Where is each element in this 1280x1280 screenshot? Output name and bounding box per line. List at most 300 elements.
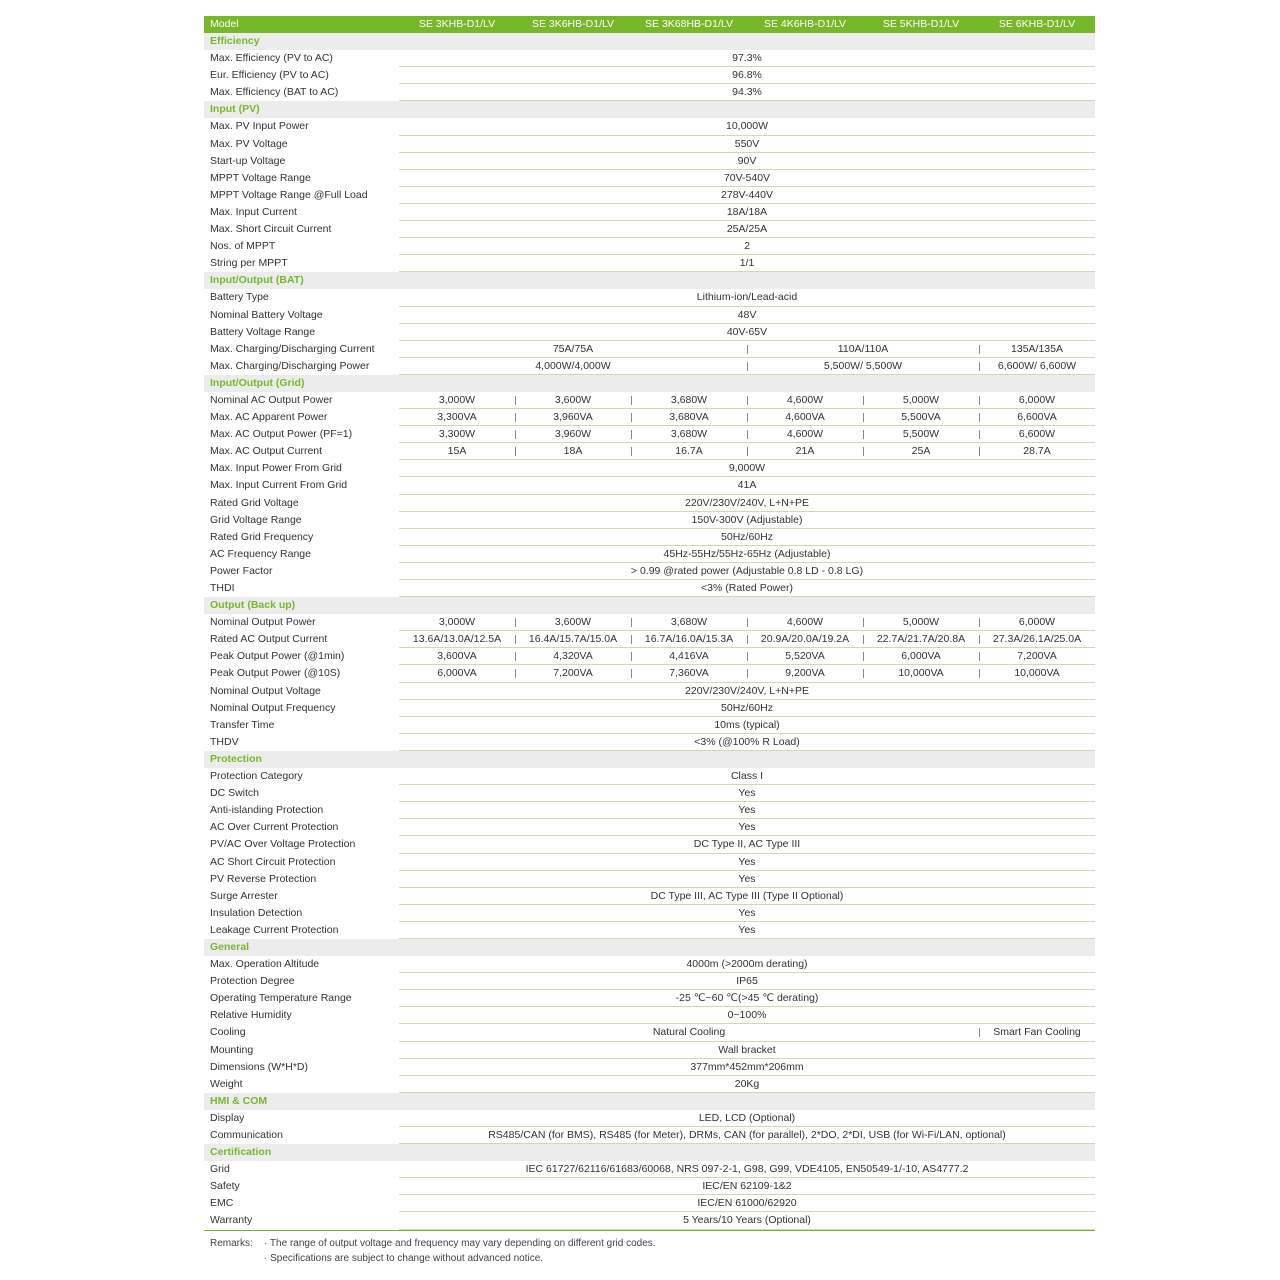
spec-value: DC Type II, AC Type III [693,838,801,851]
spec-label: Transfer Time [210,718,275,731]
spec-label: THDV [210,735,239,748]
spec-label: Max. Input Current [210,205,297,218]
spec-value: IEC/EN 62109-1&2 [702,1180,792,1193]
spec-row [204,136,1095,153]
spec-values [399,187,1095,204]
model-name: SE 4K6HB-D1/LV [763,18,847,30]
spec-value: 7,360VA [631,665,747,682]
spec-value: 9,200VA [747,665,863,682]
spec-values [399,118,1095,135]
spec-value: 21A [747,443,863,460]
header-row [204,16,1095,33]
spec-values [399,563,1095,580]
spec-row [204,512,1095,529]
spec-value: 4,000W/4,000W [535,359,611,372]
spec-value: 16.7A [631,443,747,460]
spec-row [204,1127,1095,1144]
spec-value: 110A/110A [747,341,979,358]
spec-value: 5,000W [863,392,979,409]
section-header [204,751,1095,768]
spec-value: 150V-300V (Adjustable) [691,513,803,526]
spec-value: 3,000W [438,393,476,406]
spec-row [204,341,1095,358]
spec-row [204,477,1095,494]
spec-row [204,563,1095,580]
spec-label: Nominal AC Output Power [210,393,333,406]
spec-values [399,1127,1095,1144]
spec-value: 10ms (typical) [714,718,780,731]
spec-label: PV/AC Over Voltage Protection [210,838,356,851]
remark-line: · Specifications are subject to change without advanced notice. [264,1253,544,1264]
spec-values [399,836,1095,853]
section-header [204,1093,1095,1110]
section-title: Efficiency [210,35,260,47]
spec-values [399,956,1095,973]
spec-values [399,358,1095,375]
spec-value: 5,000W [863,614,979,631]
spec-values [399,238,1095,255]
section-header [204,597,1095,614]
spec-label: Safety [210,1180,240,1193]
spec-label: Max. Efficiency (BAT to AC) [210,86,339,99]
spec-value: 4000m (>2000m derating) [686,958,808,971]
spec-row [204,1110,1095,1127]
model-name: SE 5KHB-D1/LV [882,18,960,30]
spec-label: Communication [210,1129,283,1141]
spec-values [399,443,1095,460]
spec-values [399,905,1095,922]
spec-label: Start-up Voltage [210,154,286,167]
spec-value: 4,320VA [515,648,631,665]
spec-label: Rated Grid Voltage [210,496,299,509]
spec-values [399,888,1095,905]
spec-row [204,67,1095,84]
spec-label: String per MPPT [210,257,288,270]
spec-value: 4,600W [747,392,863,409]
spec-values [399,1059,1095,1076]
spec-label: AC Frequency Range [210,547,311,560]
spec-value: 90V [737,154,757,167]
spec-value: Yes [738,923,756,936]
spec-row [204,700,1095,717]
spec-values [399,990,1095,1007]
spec-label: Max. Short Circuit Current [210,223,332,236]
spec-row [204,854,1095,871]
spec-value: 220V/230V/240V, L+N+PE [685,496,809,509]
spec-values [399,631,1095,648]
spec-value: 27.3A/26.1A/25.0A [979,631,1095,648]
spec-label: Max. Charging/Discharging Power [210,359,370,372]
spec-row [204,460,1095,477]
spec-table [204,16,1095,1230]
spec-value: 22.7A/21.7A/20.8A [863,631,979,648]
spec-row [204,324,1095,341]
section-title: Input/Output (Grid) [210,376,305,389]
spec-values [399,1076,1095,1093]
header-label: Model [210,18,239,30]
spec-label: THDI [210,582,235,594]
spec-value: 6,000W [979,614,1095,631]
spec-row [204,836,1095,853]
spec-label: AC Short Circuit Protection [210,855,336,868]
spec-value: 20.9A/20.0A/19.2A [747,631,863,648]
spec-row [204,238,1095,255]
spec-value: 18A/18A [726,205,768,218]
spec-value: LED, LCD (Optional) [698,1111,796,1124]
spec-label: Leakage Current Protection [210,923,339,936]
spec-value: 377mm*452mm*206mm [690,1060,804,1073]
spec-label: Warranty [210,1214,253,1227]
spec-row [204,631,1095,648]
spec-label: Peak Output Power (@1min) [210,650,345,663]
spec-values [399,785,1095,802]
spec-value: <3% (Rated Power) [701,582,793,594]
spec-value: 16.4A/15.7A/15.0A [515,631,631,648]
spec-value: 3,000W [438,616,476,629]
spec-value: 6,600W/ 6,600W [979,358,1095,375]
spec-value: 0~100% [727,1009,767,1022]
model-name: SE 3K6HB-D1/LV [531,18,615,30]
spec-values [399,819,1095,836]
spec-row [204,409,1095,426]
spec-row [204,717,1095,734]
spec-value: 7,200VA [515,665,631,682]
spec-row [204,358,1095,375]
spec-row [204,614,1095,631]
spec-row [204,1059,1095,1076]
spec-label: Max. PV Input Power [210,120,309,133]
spec-values [399,1195,1095,1212]
spec-values [399,665,1095,682]
spec-values [399,170,1095,187]
spec-value: Smart Fan Cooling [979,1024,1095,1041]
spec-values [399,700,1095,717]
spec-value: 50Hz/60Hz [721,530,773,543]
spec-value: 75A/75A [552,342,594,355]
section-header [204,33,1095,50]
spec-row [204,529,1095,546]
spec-value: 45Hz-55Hz/55Hz-65Hz (Adjustable) [663,547,831,560]
spec-label: Battery Voltage Range [210,325,316,338]
spec-value: 15A [447,445,467,458]
spec-value: Yes [738,821,756,834]
spec-values [399,392,1095,409]
spec-value: 9,000W [728,462,766,475]
spec-value: 278V-440V [721,188,773,201]
spec-value: Natural Cooling [652,1026,726,1039]
spec-row [204,785,1095,802]
spec-values [399,341,1095,358]
spec-values [399,1161,1095,1178]
spec-value: 5 Years/10 Years (Optional) [683,1214,811,1227]
spec-row [204,1024,1095,1041]
spec-value: Yes [738,787,756,800]
spec-values [399,50,1095,67]
spec-value: 40V-65V [726,325,768,338]
spec-values [399,255,1095,272]
spec-label: Power Factor [210,564,273,577]
spec-value: Class I [730,770,764,783]
spec-value: 1/1 [739,257,755,270]
spec-value: 3,960VA [515,409,631,426]
spec-value: 97.3% [732,52,762,65]
spec-row [204,1178,1095,1195]
spec-value: 3,680VA [631,409,747,426]
spec-value: 5,500W/ 5,500W [747,358,979,375]
spec-values [399,477,1095,494]
spec-label: Surge Arrester [210,889,278,902]
spec-label: Relative Humidity [210,1009,292,1022]
spec-row [204,1212,1095,1229]
spec-value: 5,500W [863,426,979,443]
section-title: General [210,940,250,953]
section-title: Protection [210,752,262,765]
spec-row [204,1076,1095,1093]
spec-value: 3,680W [631,426,747,443]
spec-label: Max. AC Apparent Power [210,411,328,424]
spec-values [399,871,1095,888]
spec-value: 6,600VA [979,409,1095,426]
section-title: Input/Output (BAT) [210,274,304,287]
spec-values [399,136,1095,153]
model-name: SE 6KHB-D1/LV [998,18,1076,30]
spec-row [204,170,1095,187]
spec-value: 3,960W [515,426,631,443]
spec-values [399,153,1095,170]
spec-value: Yes [738,804,756,817]
spec-row [204,1195,1095,1212]
spec-value: 25A/25A [726,223,768,236]
spec-value: 3,300W [438,428,476,441]
spec-values [399,289,1095,306]
spec-value: Yes [738,872,756,885]
spec-values [399,67,1095,84]
spec-value: 25A [863,443,979,460]
spec-value: 96.8% [732,69,762,82]
spec-row [204,50,1095,67]
spec-row [204,665,1095,682]
spec-label: Operating Temperature Range [210,992,352,1005]
spec-label: DC Switch [210,787,260,800]
spec-row [204,426,1095,443]
spec-values [399,546,1095,563]
spec-values [399,221,1095,238]
spec-value: 5,520VA [747,648,863,665]
spec-value: DC Type III, AC Type III (Type II Optional) [650,889,844,902]
spec-value: <3% (@100% R Load) [694,735,800,748]
spec-row [204,922,1095,939]
spec-value: 48V [737,308,757,321]
section-header [204,272,1095,289]
section-header [204,375,1095,392]
header-models [399,16,1095,33]
spec-row [204,956,1095,973]
section-header [204,939,1095,956]
spec-value: Wall bracket [718,1043,776,1056]
spec-values [399,1042,1095,1059]
spec-value: > 0.99 @rated power (Adjustable 0.8 LD - 0.8 LG) [630,564,864,577]
spec-label: MPPT Voltage Range [210,171,311,184]
spec-value: Yes [738,906,756,919]
spec-values [399,734,1095,751]
spec-row [204,973,1095,990]
spec-row [204,648,1095,665]
spec-values [399,854,1095,871]
spec-values [399,683,1095,700]
spec-value: 4,600W [747,426,863,443]
spec-row [204,1007,1095,1024]
spec-value: 550V [734,137,760,150]
spec-value: 18A [515,443,631,460]
spec-label: Grid Voltage Range [210,513,302,526]
spec-row [204,734,1095,751]
spec-value: 13.6A/13.0A/12.5A [412,633,502,646]
spec-value: 10,000W [725,120,769,133]
spec-value: 6,000VA [437,667,477,680]
spec-row [204,905,1095,922]
spec-values [399,922,1095,939]
spec-value: 4,600W [747,614,863,631]
spec-value: 220V/230V/240V, L+N+PE [685,684,809,697]
spec-value: RS485/CAN (for BMS), RS485 (for Meter), DRMs, CAN (for parallel), 2*DO, 2*DI, USB (for Wi-Fi/LAN, optional) [488,1129,1006,1141]
spec-values [399,495,1095,512]
spec-row [204,187,1095,204]
spec-row [204,221,1095,238]
spec-value: 16.7A/16.0A/15.3A [631,631,747,648]
section-title: HMI & COM [210,1094,268,1107]
spec-label: Max. PV Voltage [210,137,288,150]
spec-label: Battery Type [210,291,269,304]
spec-row [204,84,1095,101]
spec-value: Yes [738,855,756,868]
spec-row [204,204,1095,221]
spec-label: Anti-islanding Protection [210,804,324,817]
remarks-lines [264,1236,656,1266]
spec-value: 6,600W [979,426,1095,443]
spec-label: Max. Charging/Discharging Current [210,342,375,355]
spec-values [399,580,1095,597]
table-bottom-rule [204,1230,1095,1231]
spec-value: 3,300VA [437,411,477,424]
spec-value: 3,600W [515,614,631,631]
spec-label: Max. Efficiency (PV to AC) [210,52,333,65]
spec-value: 135A/135A [979,341,1095,358]
spec-row [204,118,1095,135]
spec-label: Protection Category [210,770,303,783]
spec-values [399,1178,1095,1195]
spec-values [399,460,1095,477]
spec-label: Nominal Output Frequency [210,701,336,714]
spec-value: 10,000VA [863,665,979,682]
spec-value: 6,000VA [863,648,979,665]
model-name: SE 3KHB-D1/LV [418,18,496,30]
spec-label: Weight [210,1077,243,1090]
spec-value: 28.7A [979,443,1095,460]
spec-label: Nominal Battery Voltage [210,308,323,321]
section-header [204,1144,1095,1161]
spec-value: -25 ℃~60 ℃(>45 ℃ derating) [675,992,819,1005]
spec-row [204,990,1095,1007]
spec-label: Display [210,1111,245,1124]
spec-label: Max. AC Output Current [210,445,323,458]
spec-values [399,1212,1095,1229]
spec-values [399,426,1095,443]
spec-label: Protection Degree [210,975,295,988]
spec-values [399,717,1095,734]
spec-values [399,1024,1095,1041]
spec-values [399,409,1095,426]
spec-value: 10,000VA [979,665,1095,682]
spec-row [204,819,1095,836]
spec-values [399,529,1095,546]
spec-values [399,307,1095,324]
spec-value: 4,600VA [747,409,863,426]
spec-value: 4,416VA [631,648,747,665]
spec-label: Nos. of MPPT [210,240,276,253]
spec-value: 50Hz/60Hz [721,701,773,714]
spec-value: 3,680W [631,392,747,409]
section-title: Input (PV) [210,103,260,116]
spec-value: 3,600VA [437,650,477,663]
spec-row [204,546,1095,563]
spec-values [399,512,1095,529]
spec-row [204,1161,1095,1178]
spec-values [399,802,1095,819]
spec-row [204,495,1095,512]
spec-values [399,614,1095,631]
spec-label: Grid [210,1163,230,1176]
spec-value: 41A [737,479,757,492]
section-title: Output (Back up) [210,599,296,612]
spec-row [204,768,1095,785]
spec-value: 6,000W [979,392,1095,409]
spec-value: 5,500VA [863,409,979,426]
section-header [204,101,1095,118]
spec-value: 94.3% [732,86,762,99]
spec-row [204,255,1095,272]
spec-label: Eur. Efficiency (PV to AC) [210,69,329,82]
spec-row [204,289,1095,306]
spec-label: Peak Output Power (@10S) [210,667,341,680]
spec-value: 7,200VA [979,648,1095,665]
spec-row [204,392,1095,409]
section-title: Certification [210,1146,272,1159]
spec-values [399,1007,1095,1024]
spec-label: AC Over Current Protection [210,821,339,834]
spec-value: 20Kg [734,1077,760,1090]
spec-label: Nominal Output Voltage [210,684,321,697]
spec-value: 3,600W [515,392,631,409]
spec-label: Insulation Detection [210,906,303,919]
spec-label: Max. Input Power From Grid [210,462,342,475]
spec-value: IEC/EN 61000/62920 [697,1197,797,1210]
spec-label: Rated AC Output Current [210,633,328,646]
spec-values [399,768,1095,785]
spec-label: Dimensions (W*H*D) [210,1060,309,1073]
spec-values [399,324,1095,341]
spec-row [204,1042,1095,1059]
spec-row [204,802,1095,819]
remark-line: · The range of output voltage and frequency may vary depending on different grid codes. [264,1238,656,1249]
spec-label: Max. AC Output Power (PF=1) [210,428,353,441]
spec-value: 3,680W [631,614,747,631]
spec-value: 70V-540V [723,171,771,184]
spec-values [399,84,1095,101]
spec-values [399,204,1095,221]
spec-row [204,153,1095,170]
spec-value: IP65 [736,975,758,988]
spec-row [204,888,1095,905]
